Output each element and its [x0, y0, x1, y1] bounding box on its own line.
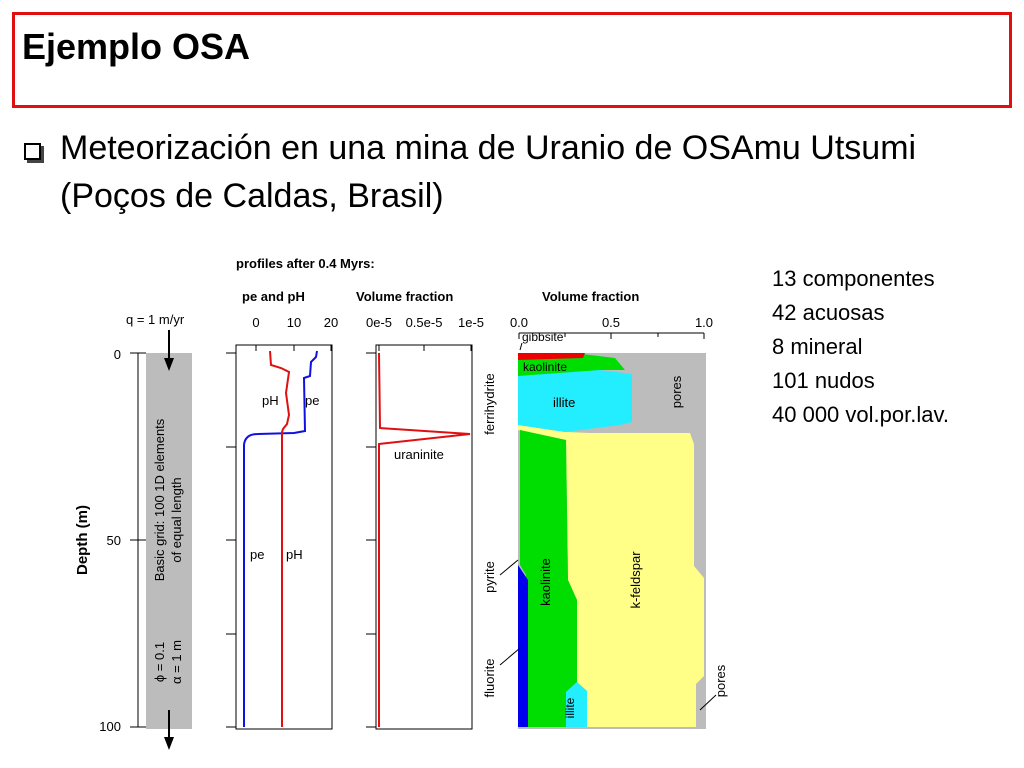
pe-label-top: pe [305, 393, 320, 408]
stat-components: 13 componentes [772, 266, 935, 291]
depth-axis-label: Depth (m) [74, 505, 91, 575]
p1-tick-20: 20 [323, 315, 339, 330]
stat-aqueous: 42 acuosas [772, 300, 885, 325]
p3-tick-05: 0.5 [601, 315, 621, 330]
panel1-title: pe and pH [242, 289, 305, 304]
fluorite-label: fluorite [482, 658, 497, 698]
ph-label-top: pH [262, 393, 279, 408]
p3-tick-1: 1.0 [694, 315, 714, 330]
p2-tick-05: 0.5e-5 [405, 315, 443, 330]
panel2-frame [376, 345, 472, 729]
panel-uraninite [366, 345, 472, 729]
kaolinite-top-label: kaolinite [523, 360, 568, 374]
slide-title: Ejemplo OSA [22, 26, 251, 67]
depth-tick-50: 50 [106, 533, 121, 548]
p2-tick-0: 0e-5 [365, 315, 393, 330]
stat-nodes: 101 nudos [772, 368, 875, 393]
pe-label-bottom: pe [250, 547, 265, 562]
panel3-title: Volume fraction [542, 289, 640, 304]
kaolinite-side-label: kaolinite [538, 558, 553, 606]
grid-text-1: Basic grid: 100 1D elements [152, 418, 167, 582]
uraninite-label: uraninite [394, 447, 444, 462]
bullet-text: Meteorización en una mina de Uranio de OSAmu Utsumi (Poços de Caldas, Brasil) [60, 129, 917, 215]
depth-tick-100: 100 [99, 719, 121, 734]
porosity-label: ϕ = 0.1 [152, 641, 167, 683]
dispersivity-label: α = 1 m [169, 639, 184, 685]
p2-tick-1: 1e-5 [457, 315, 485, 330]
k-feldspar-label: k-feldspar [628, 551, 643, 609]
figure-header: profiles after 0.4 Myrs: [236, 256, 375, 271]
flow-arrow-bottom-head-icon [164, 737, 174, 750]
p1-tick-10: 10 [286, 315, 302, 330]
depth-tick-0: 0 [113, 347, 121, 362]
pores-bottom-label: pores [713, 664, 728, 698]
gibbsite-label: gibbsite [522, 330, 564, 344]
ph-label-bottom: pH [286, 547, 303, 562]
panel-minerals [482, 330, 728, 729]
flow-label: q = 1 m/yr [126, 312, 185, 327]
stat-pore-volumes: 40 000 vol.por.lav. [772, 402, 949, 427]
illite-top-label: illite [553, 395, 576, 410]
pyrite-fluorite-area [518, 565, 528, 727]
pores-top-label: pores [669, 375, 684, 409]
illite-bottom-label: illite [563, 697, 577, 719]
stat-mineral: 8 mineral [772, 334, 863, 359]
panel-pe-ph [226, 345, 332, 729]
p1-tick-0: 0 [252, 315, 260, 330]
pyrite-label: pyrite [482, 561, 497, 593]
panel2-title: Volume fraction [356, 289, 454, 304]
p3-tick-0: 0.0 [509, 315, 529, 330]
grid-text-2: of equal length [169, 477, 184, 563]
ferrihydrite-label: ferrihydrite [482, 373, 497, 435]
